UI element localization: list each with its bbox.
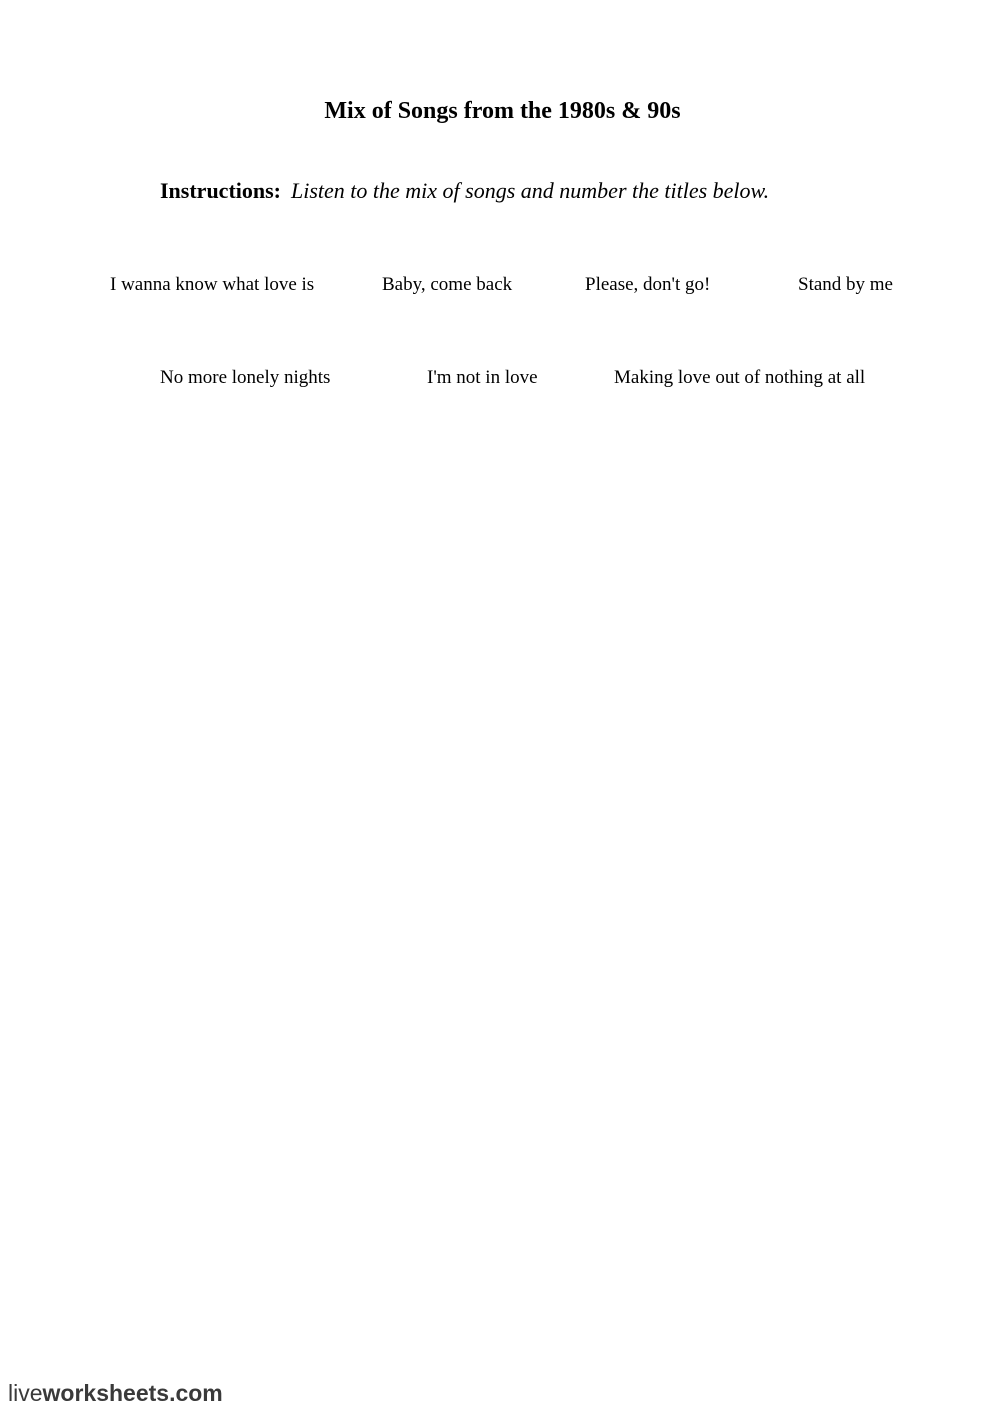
song-title[interactable]: Please, don't go! <box>585 274 711 295</box>
logo-text-worksheets: worksheets.com <box>42 1380 223 1406</box>
song-title[interactable]: Making love out of nothing at all <box>614 367 866 388</box>
instructions-text: Listen to the mix of songs and number the titles below. <box>291 178 770 203</box>
song-title[interactable]: No more lonely nights <box>160 367 331 388</box>
song-title[interactable]: I'm not in love <box>427 367 538 388</box>
page-title: Mix of Songs from the 1980s & 90s <box>324 98 681 124</box>
instructions <box>160 175 769 207</box>
instructions-label: Instructions: <box>160 178 282 203</box>
logo-text-live: live <box>8 1380 43 1406</box>
song-title[interactable]: I wanna know what love is <box>110 274 315 295</box>
liveworksheets-logo <box>8 1378 223 1408</box>
song-title[interactable]: Baby, come back <box>382 274 513 295</box>
song-title[interactable]: Stand by me <box>798 274 893 295</box>
